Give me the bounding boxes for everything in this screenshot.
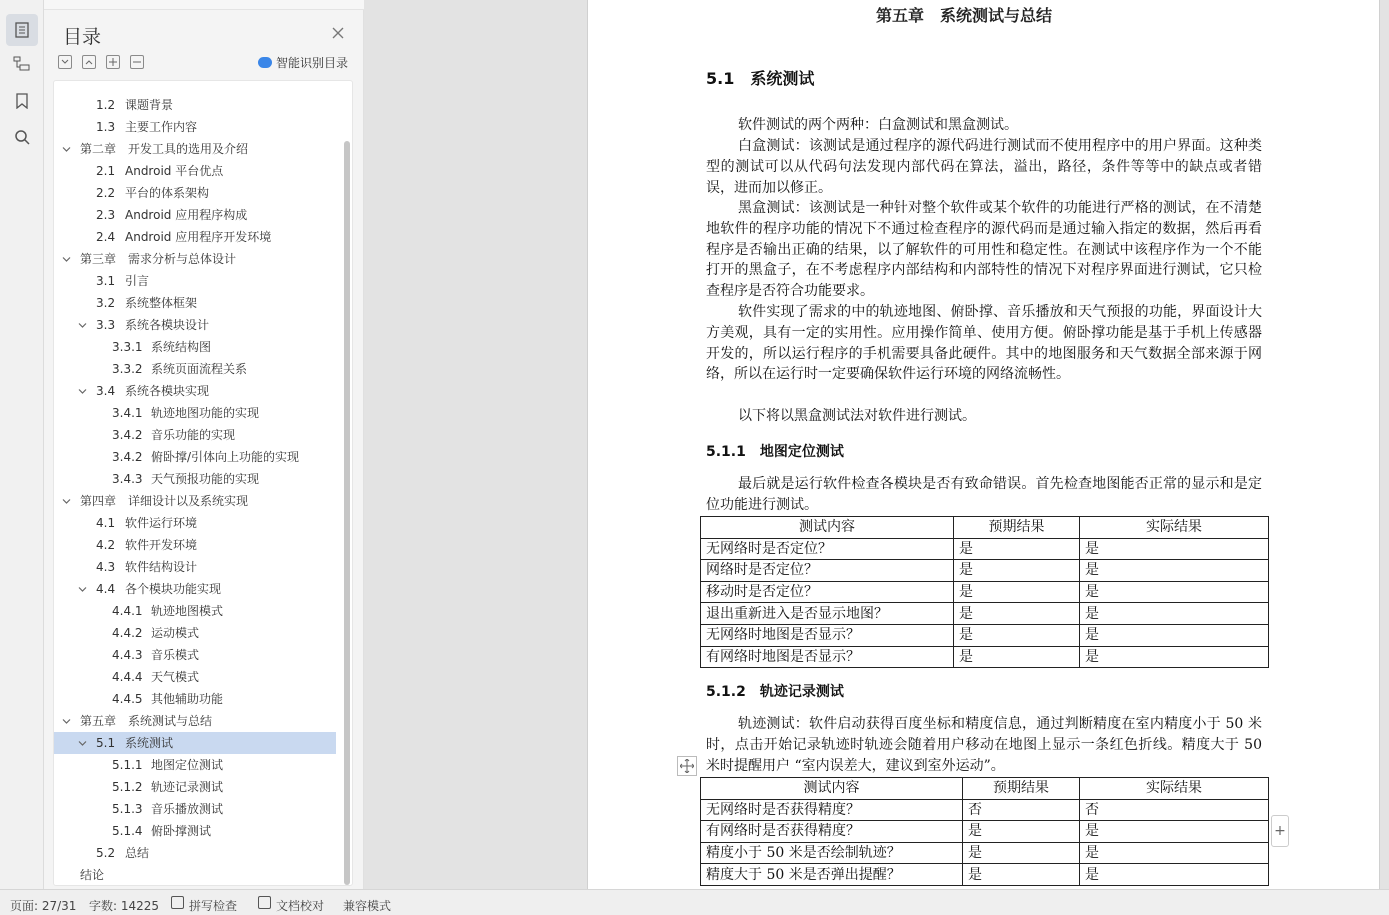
toc-title: 目录 bbox=[63, 26, 102, 48]
toc-item-number: 4.4 bbox=[96, 582, 116, 596]
heading-5-1: 5.1 系统测试 bbox=[706, 69, 815, 88]
toc-item[interactable] bbox=[54, 94, 336, 116]
table-cell: 是 bbox=[954, 603, 1080, 625]
toc-item[interactable] bbox=[54, 116, 336, 138]
toc-item[interactable] bbox=[54, 776, 336, 798]
toc-item-number: 5.1.3 bbox=[112, 802, 143, 816]
navigation-button[interactable] bbox=[6, 48, 38, 80]
table-row bbox=[701, 864, 1269, 886]
map-test-table bbox=[700, 516, 1269, 668]
table-cell: 无网络时地图是否显示？ bbox=[701, 624, 954, 646]
chevron-down-icon[interactable] bbox=[62, 497, 71, 506]
toc-item-label: 软件结构设计 bbox=[125, 560, 198, 574]
toc-item-label: Android 应用程序开发环境 bbox=[125, 230, 272, 244]
toc-item[interactable] bbox=[54, 204, 336, 226]
toc-item-number: 1.2 bbox=[96, 98, 116, 112]
toc-item-number: 第三章 bbox=[80, 252, 117, 266]
toc-item[interactable] bbox=[54, 798, 336, 820]
chevron-down-icon bbox=[61, 59, 69, 65]
toc-item-number: 3.3.1 bbox=[112, 340, 143, 354]
plus-icon bbox=[109, 58, 117, 66]
toc-item-label: 音乐模式 bbox=[151, 648, 200, 662]
paragraph-features: 软件实现了需求的中的轨迹地图、俯卧撑、音乐播放和天气预报的功能，界面设计大方美观，具有一定的实用性。应用操作简单、使用方便。俯卧撑功能是基于手机上传感器开发的，所以运行程序的手机需要具备此硬件。其中的地图服务和天气数据全部来源于网络，所以在运行时一定要确保软件运行环境的网络流畅性。 bbox=[706, 304, 1262, 383]
toc-item-label: 系统各模块实现 bbox=[125, 384, 210, 398]
minus-icon bbox=[133, 58, 141, 66]
toc-item-label: 轨迹地图功能的实现 bbox=[151, 406, 260, 420]
toc-item[interactable] bbox=[54, 468, 336, 490]
table-cell: 是 bbox=[1080, 603, 1269, 625]
toc-item-label: 课题背景 bbox=[125, 98, 174, 112]
toc-item-label: 音乐播放测试 bbox=[151, 802, 224, 816]
toc-item-label: 系统测试与总结 bbox=[128, 714, 213, 728]
table-cell: 是 bbox=[1080, 538, 1269, 560]
toc-item-number: 3.1 bbox=[96, 274, 116, 288]
toc-item[interactable] bbox=[54, 534, 336, 556]
track-test-table bbox=[700, 777, 1269, 886]
search-button[interactable] bbox=[6, 121, 38, 153]
search-icon bbox=[14, 129, 30, 145]
table-cell: 网络时是否定位？ bbox=[701, 560, 954, 582]
toc-item-number: 3.3.2 bbox=[112, 362, 143, 376]
toc-item[interactable] bbox=[54, 556, 336, 578]
table-row bbox=[701, 624, 1269, 646]
paragraph-intro: 软件测试的两个两种：白盒测试和黑盒测试。 bbox=[738, 117, 1018, 133]
outline-tree-icon bbox=[13, 56, 31, 72]
toc-item-number: 第四章 bbox=[80, 494, 117, 508]
table-header-cell: 测试内容 bbox=[701, 517, 954, 539]
proofread-button[interactable]: 文档校对 bbox=[276, 899, 325, 913]
spell-check-button[interactable]: 拼写检查 bbox=[189, 899, 238, 913]
toc-item-label: Android 应用程序构成 bbox=[125, 208, 248, 222]
toc-item-number: 5.1.4 bbox=[112, 824, 143, 838]
chevron-down-icon[interactable] bbox=[78, 739, 87, 748]
toc-item-label: 音乐功能的实现 bbox=[151, 428, 236, 442]
word-count[interactable]: 字数: 14225 bbox=[89, 899, 160, 913]
chevron-down-icon[interactable] bbox=[62, 255, 71, 264]
page-indicator[interactable]: 页面: 27/31 bbox=[10, 899, 77, 913]
toc-item-number: 第二章 bbox=[80, 142, 117, 156]
toc-item-number: 4.4.5 bbox=[112, 692, 143, 706]
table-header-row bbox=[701, 517, 1269, 539]
toc-item-label: 其他辅助功能 bbox=[151, 692, 224, 706]
toc-item[interactable] bbox=[54, 622, 336, 644]
toc-item[interactable] bbox=[54, 446, 336, 468]
toc-item-label: 软件运行环境 bbox=[125, 516, 198, 530]
chapter-title: 第五章 系统测试与总结 bbox=[876, 6, 1053, 25]
toc-item-number: 3.2 bbox=[96, 296, 116, 310]
paragraph-method: 以下将以黑盒测试法对软件进行测试。 bbox=[738, 408, 976, 424]
toc-item-number: 2.1 bbox=[96, 164, 116, 178]
toc-item-label: 轨迹记录测试 bbox=[151, 780, 224, 794]
table-cell: 是 bbox=[954, 581, 1080, 603]
toc-item[interactable] bbox=[54, 512, 336, 534]
toc-item-number: 2.3 bbox=[96, 208, 116, 222]
toc-scrollbar[interactable] bbox=[344, 141, 350, 885]
table-move-handle[interactable] bbox=[677, 756, 697, 776]
table-cell: 退出重新进入是否显示地图？ bbox=[701, 603, 954, 625]
chevron-down-icon[interactable] bbox=[78, 321, 87, 330]
toc-item-number: 第五章 bbox=[80, 714, 117, 728]
toc-item-label: 地图定位测试 bbox=[151, 758, 224, 772]
toc-item-label: 开发工具的选用及介绍 bbox=[128, 142, 249, 156]
toc-item-number: 4.2 bbox=[96, 538, 116, 552]
table-cell: 是 bbox=[1080, 646, 1269, 668]
table-cell: 是 bbox=[963, 821, 1080, 843]
toc-item[interactable] bbox=[54, 688, 336, 710]
toc-item-label: 主要工作内容 bbox=[125, 120, 198, 134]
toc-toolbar bbox=[58, 55, 144, 69]
toc-item-label: 俯卧撑/引体向上功能的实现 bbox=[151, 450, 300, 464]
move-icon bbox=[680, 759, 694, 773]
toc-item-number: 4.4.1 bbox=[112, 604, 143, 618]
document-list-icon bbox=[14, 22, 30, 38]
toc-item-number: 4.4.3 bbox=[112, 648, 143, 662]
toc-item[interactable] bbox=[54, 820, 336, 842]
toc-item[interactable] bbox=[54, 490, 336, 512]
table-row bbox=[701, 799, 1269, 821]
toc-item[interactable] bbox=[54, 424, 336, 446]
bookmark-button[interactable] bbox=[6, 85, 38, 117]
chevron-down-icon[interactable] bbox=[62, 145, 71, 154]
toc-item-label: 引言 bbox=[125, 274, 150, 288]
table-row bbox=[701, 538, 1269, 560]
toc-item-label: 各个模块功能实现 bbox=[125, 582, 222, 596]
table-cell: 精度小于 50 米是否绘制轨迹？ bbox=[701, 842, 963, 864]
paragraph-map-test: 最后就是运行软件检查各模块是否有致命错误。首先检查地图能否正常的显示和是定位功能进行测试。 bbox=[706, 476, 1262, 513]
add-column-button[interactable]: + bbox=[1271, 815, 1289, 847]
remove-heading-button[interactable] bbox=[130, 55, 144, 69]
toc-item[interactable] bbox=[54, 358, 336, 380]
toc-item-number: 2.4 bbox=[96, 230, 116, 244]
toc-item-number: 3.4.3 bbox=[112, 472, 143, 486]
heading-5-1-2: 5.1.2 轨迹记录测试 bbox=[706, 684, 844, 700]
toc-item[interactable] bbox=[54, 270, 336, 292]
toc-item[interactable] bbox=[54, 402, 336, 424]
toc-item-number: 2.2 bbox=[96, 186, 116, 200]
toc-item[interactable] bbox=[54, 160, 336, 182]
table-row bbox=[701, 581, 1269, 603]
toc-list bbox=[53, 80, 353, 886]
smart-toc-button[interactable] bbox=[258, 54, 348, 71]
chevron-down-icon[interactable] bbox=[62, 717, 71, 726]
table-row bbox=[701, 646, 1269, 668]
toc-item-number: 3.4.2 bbox=[112, 428, 143, 442]
table-cell: 无网络时是否获得精度？ bbox=[701, 799, 963, 821]
document-page[interactable] bbox=[587, 0, 1380, 889]
spell-check-icon bbox=[171, 896, 184, 909]
chevron-down-icon[interactable] bbox=[78, 585, 87, 594]
toc-item-number: 4.3 bbox=[96, 560, 116, 574]
ai-icon bbox=[258, 57, 272, 68]
table-cell: 是 bbox=[1080, 560, 1269, 582]
proofread-icon bbox=[258, 896, 271, 909]
toc-item-label: 系统整体框架 bbox=[125, 296, 198, 310]
toc-item-label: 总结 bbox=[125, 846, 150, 860]
side-rail bbox=[0, 0, 44, 889]
toc-item[interactable] bbox=[54, 226, 336, 248]
compat-mode-label: 兼容模式 bbox=[343, 899, 392, 913]
toc-item[interactable] bbox=[54, 842, 336, 864]
toc-item-number: 5.1 bbox=[96, 736, 116, 750]
expand-all-button[interactable] bbox=[82, 55, 96, 69]
table-cell: 是 bbox=[1080, 864, 1269, 886]
add-heading-button[interactable] bbox=[106, 55, 120, 69]
toc-item-label: 平台的体系架构 bbox=[125, 186, 210, 200]
toc-item-number: 3.4.2 bbox=[112, 450, 143, 464]
toc-item-number: 4.4.2 bbox=[112, 626, 143, 640]
toc-item-label: 系统测试 bbox=[125, 736, 174, 750]
toc-item[interactable] bbox=[54, 710, 336, 732]
toc-item-number: 3.4.1 bbox=[112, 406, 143, 420]
toc-item[interactable] bbox=[54, 380, 336, 402]
table-cell: 是 bbox=[1080, 842, 1269, 864]
table-header-cell: 测试内容 bbox=[701, 778, 963, 800]
table-cell: 无网络时是否定位？ bbox=[701, 538, 954, 560]
table-row bbox=[701, 603, 1269, 625]
toc-item-label: 天气模式 bbox=[151, 670, 200, 684]
toc-item-number: 5.2 bbox=[96, 846, 116, 860]
toc-item[interactable] bbox=[54, 600, 336, 622]
toc-item[interactable] bbox=[54, 138, 336, 160]
paragraph-track-test: 轨迹测试：软件启动获得百度坐标和精度信息，通过判断精度在室内精度小于 50 米时，点击开始记录轨迹时轨迹会随着用户移动在地图上显示一条红色折线。精度大于 50 米时提醒用户 “室内误差大，建议到室外运动”。 bbox=[706, 716, 1262, 774]
smart-toc-label: 智能识别目录 bbox=[276, 56, 349, 70]
table-cell: 是 bbox=[1080, 624, 1269, 646]
paragraph-whitebox: 白盒测试：该测试是通过程序的源代码进行测试而不使用程序中的用户界面。这种类型的测试可以从代码句法发现内部代码在算法，溢出，路径，条件等等中的缺点或者错误，进而加以修正。 bbox=[706, 138, 1262, 196]
toc-item-label: 需求分析与总体设计 bbox=[128, 252, 237, 266]
table-cell: 移动时是否定位？ bbox=[701, 581, 954, 603]
toc-item-number: 4.1 bbox=[96, 516, 116, 530]
table-cell: 是 bbox=[1080, 821, 1269, 843]
status-bar bbox=[0, 889, 1389, 915]
toc-item-number: 5.1.2 bbox=[112, 780, 143, 794]
table-cell: 是 bbox=[963, 864, 1080, 886]
table-cell: 精度大于 50 米是否弹出提醒？ bbox=[701, 864, 963, 886]
collapse-all-button[interactable] bbox=[58, 55, 72, 69]
toc-item-label: 轨迹地图模式 bbox=[151, 604, 224, 618]
toc-item[interactable] bbox=[54, 314, 336, 336]
toc-item-label: 系统页面流程关系 bbox=[151, 362, 248, 376]
toc-item[interactable] bbox=[54, 248, 336, 270]
toc-item-number: 3.3 bbox=[96, 318, 116, 332]
table-row bbox=[701, 560, 1269, 582]
toc-item[interactable] bbox=[54, 644, 336, 666]
toc-item-number: 5.1.1 bbox=[112, 758, 143, 772]
toc-item[interactable] bbox=[54, 336, 336, 358]
toc-item-label: 天气预报功能的实现 bbox=[151, 472, 260, 486]
toc-item-label: 俯卧撑测试 bbox=[151, 824, 212, 838]
toc-item-label: 运动模式 bbox=[151, 626, 200, 640]
table-row bbox=[701, 821, 1269, 843]
table-header-cell: 实际结果 bbox=[1080, 778, 1269, 800]
toc-item-number: 4.4.4 bbox=[112, 670, 143, 684]
table-cell: 是 bbox=[954, 624, 1080, 646]
toc-item-number: 3.4 bbox=[96, 384, 116, 398]
bookmark-icon bbox=[15, 93, 29, 109]
toc-item-label: 详细设计以及系统实现 bbox=[128, 494, 249, 508]
toc-item-label: 结论 bbox=[80, 868, 105, 882]
table-cell: 有网络时地图是否显示？ bbox=[701, 646, 954, 668]
toc-panel-button[interactable] bbox=[6, 14, 38, 46]
toc-item[interactable] bbox=[54, 666, 336, 688]
heading-5-1-1: 5.1.1 地图定位测试 bbox=[706, 444, 844, 460]
table-header-cell: 实际结果 bbox=[1080, 517, 1269, 539]
table-cell: 否 bbox=[1080, 799, 1269, 821]
close-icon[interactable] bbox=[331, 26, 345, 40]
toc-item-label: 软件开发环境 bbox=[125, 538, 198, 552]
toc-panel bbox=[44, 10, 364, 889]
table-cell: 否 bbox=[963, 799, 1080, 821]
paragraph-blackbox: 黑盒测试：该测试是一种针对整个软件或某个软件的功能进行严格的测试，在不清楚地软件的程序功能的情况下不通过检查程序的源代码而是通过输入指定的数据，然后再看程序是否输出正确的结果，以了解软件的可用性和稳定性。在测试中该程序作为一个不能打开的黑盒子，在不考虑程序内部结构和内部特性的情况下对程序界面进行测试，它只检查程序是否符合功能要求。 bbox=[706, 200, 1262, 300]
chevron-down-icon[interactable] bbox=[78, 387, 87, 396]
chevron-up-icon bbox=[85, 59, 93, 65]
toc-item-label: Android 平台优点 bbox=[125, 164, 224, 178]
table-header-cell: 预期结果 bbox=[954, 517, 1080, 539]
table-cell: 有网络时是否获得精度？ bbox=[701, 821, 963, 843]
table-cell: 是 bbox=[954, 560, 1080, 582]
table-cell: 是 bbox=[954, 538, 1080, 560]
toc-item[interactable] bbox=[54, 754, 336, 776]
table-cell: 是 bbox=[954, 646, 1080, 668]
table-header-row bbox=[701, 778, 1269, 800]
toc-item-label: 系统结构图 bbox=[151, 340, 212, 354]
toc-item[interactable] bbox=[54, 732, 336, 754]
table-cell: 是 bbox=[1080, 581, 1269, 603]
toc-item-label: 系统各模块设计 bbox=[125, 318, 210, 332]
table-header-cell: 预期结果 bbox=[963, 778, 1080, 800]
toc-item[interactable] bbox=[54, 182, 336, 204]
table-cell: 是 bbox=[963, 842, 1080, 864]
toc-item[interactable] bbox=[54, 864, 336, 886]
toc-item[interactable] bbox=[54, 578, 336, 600]
table-row bbox=[701, 842, 1269, 864]
toc-item-number: 1.3 bbox=[96, 120, 116, 134]
toc-item[interactable] bbox=[54, 292, 336, 314]
